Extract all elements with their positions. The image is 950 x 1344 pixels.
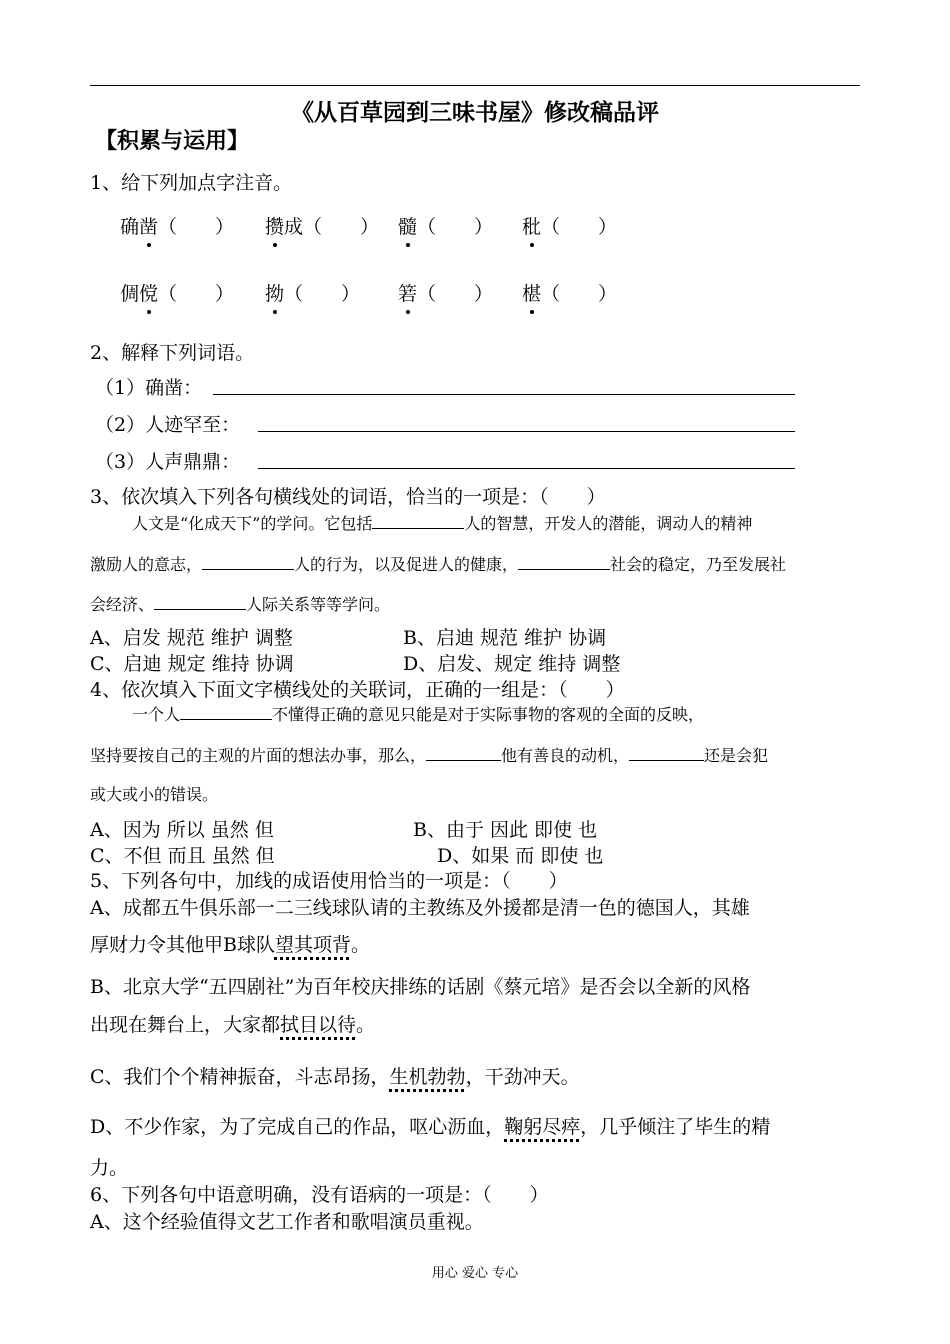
q1-stem: 1、给下列加点字注音。 xyxy=(90,172,293,194)
q4-option-b[interactable]: B、由于 因此 即使 也 xyxy=(413,819,598,841)
q1-item-1: 确凿（ ） xyxy=(120,212,234,239)
q5-option-d-line1: D、不少作家，为了完成自己的作品，呕心沥血，鞠躬尽瘁，几乎倾注了毕生的精 xyxy=(90,1116,771,1138)
q1-item-6: 拗（ ） xyxy=(265,279,360,306)
q1-item-8: 椹（ ） xyxy=(522,279,617,306)
q5-option-d-line2: 力。 xyxy=(90,1157,129,1179)
dotted-char: 傥 xyxy=(139,279,158,306)
dotted-char: 箬 xyxy=(398,279,417,306)
q1-item-4: 秕（ ） xyxy=(522,212,617,239)
dotted-idiom: 望其项背 xyxy=(274,934,351,956)
q2-stem: 2、解释下列词语。 xyxy=(90,342,255,364)
fill-blank xyxy=(426,759,501,761)
dotted-char: 秕 xyxy=(522,212,541,239)
q5-option-b-line1: B、北京大学“五四剧社”为百年校庆排练的话剧《蔡元培》是否会以全新的风格 xyxy=(90,976,751,998)
dotted-idiom: 拭目以待 xyxy=(280,1014,357,1036)
fill-blank xyxy=(180,718,272,720)
q4-stem: 4、依次填入下面文字横线处的关联词，正确的一组是：（ ） xyxy=(90,679,625,701)
q3-passage-line: 会经济、 人际关系等等学问。 xyxy=(90,595,391,614)
q3-option-b[interactable]: B、启迪 规范 维护 协调 xyxy=(403,627,607,649)
fill-blank xyxy=(202,568,294,570)
q4-option-c[interactable]: C、不但 而且 虽然 但 xyxy=(90,845,275,867)
q2-item-3: （3）人声鼎鼎： xyxy=(95,451,241,473)
q2-item-2: （2）人迹罕至： xyxy=(95,414,241,436)
section-heading: 【积累与运用】 xyxy=(95,128,250,154)
dotted-char: 攒 xyxy=(265,212,284,239)
q3-option-a[interactable]: A、启发 规范 维护 调整 xyxy=(90,627,293,649)
q3-passage-line: 激励人的意志， 人的行为，以及促进人的健康， 社会的稳定，乃至发展社 xyxy=(90,555,787,574)
q4-option-d[interactable]: D、如果 而 即使 也 xyxy=(437,845,604,867)
fill-blank xyxy=(372,527,464,529)
q3-option-d[interactable]: D、启发、规定 维持 调整 xyxy=(403,653,621,675)
q3-option-c[interactable]: C、启迪 规定 维持 协调 xyxy=(90,653,294,675)
q1-item-3: 髓（ ） xyxy=(398,212,493,239)
q1-item-2: 攒成（ ） xyxy=(265,212,379,239)
q6-stem: 6、下列各句中语意明确，没有语病的一项是：（ ） xyxy=(90,1184,549,1206)
q4-passage-line: 坚持要按自己的主观的片面的想法办事，那么， 他有善良的动机， 还是会犯 xyxy=(90,746,769,765)
dotted-char: 拗 xyxy=(265,279,284,306)
fill-blank xyxy=(154,608,246,610)
fill-blank xyxy=(518,568,610,570)
answer-line[interactable] xyxy=(213,394,795,395)
dotted-idiom: 生机勃勃 xyxy=(389,1066,466,1088)
document-title: 《从百草园到三味书屋》修改稿品评 xyxy=(291,99,659,126)
q5-option-a-line1: A、成都五牛俱乐部一二三线球队请的主教练及外援都是清一色的德国人，其雄 xyxy=(90,897,750,919)
q5-option-b-line2: 出现在舞台上，大家都拭目以待。 xyxy=(90,1014,376,1036)
q1-item-5: 倜傥（ ） xyxy=(120,279,234,306)
dotted-char: 髓 xyxy=(398,212,417,239)
q4-passage-line: 或大或小的错误。 xyxy=(90,785,219,804)
fill-blank xyxy=(629,759,704,761)
q6-option-a[interactable]: A、这个经验值得文艺工作者和歌唱演员重视。 xyxy=(90,1211,484,1233)
page-footer: 用心 爱心 专心 xyxy=(431,1266,519,1281)
dotted-idiom: 鞠躬尽瘁 xyxy=(504,1116,581,1138)
q5-option-a-line2: 厚财力令其他甲B球队望其项背。 xyxy=(90,934,370,956)
q5-option-c: C、我们个个精神振奋，斗志昂扬，生机勃勃，干劲冲天。 xyxy=(90,1066,580,1088)
q3-stem: 3、依次填入下列各句横线处的词语，恰当的一项是：（ ） xyxy=(90,486,606,508)
q4-option-a[interactable]: A、因为 所以 虽然 但 xyxy=(90,819,274,841)
q1-item-7: 箬（ ） xyxy=(398,279,493,306)
q2-item-1: （1）确凿： xyxy=(95,377,203,399)
header-rule xyxy=(90,85,860,86)
dotted-char: 椹 xyxy=(522,279,541,306)
dotted-char: 凿 xyxy=(139,212,158,239)
q3-passage-line: 人文是“化成天下”的学问。它包括 人的智慧，开发人的潜能，调动人的精神 xyxy=(132,514,753,533)
q4-passage-line: 一个人 不懂得正确的意见只能是对于实际事物的客观的全面的反映， xyxy=(132,705,705,724)
answer-line[interactable] xyxy=(258,431,795,432)
q5-stem: 5、下列各句中，加线的成语使用恰当的一项是：（ ） xyxy=(90,870,568,892)
answer-line[interactable] xyxy=(258,468,795,469)
